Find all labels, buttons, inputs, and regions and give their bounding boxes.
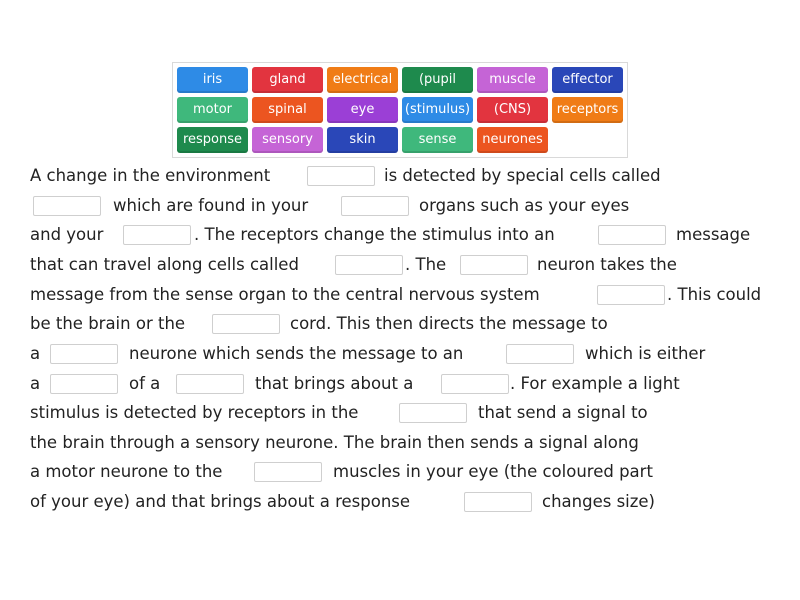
passage-text: message [676,225,751,244]
passage-text: . The [405,255,447,274]
passage-text: is detected by special cells called [384,166,661,185]
blank-drop-slot-13[interactable] [176,374,244,394]
passage-text: that can travel along cells called [30,255,299,274]
passage-text: be the brain or the [30,314,186,333]
word-tile-iris[interactable]: iris [177,67,248,93]
word-tile-motor[interactable]: motor [177,97,248,123]
word-tile-gland[interactable]: gland [252,67,323,93]
word-tile-stimulus[interactable]: (stimulus) [402,97,473,123]
passage-text: a [30,344,41,363]
passage-text: . For example a light [510,374,680,393]
blank-drop-slot-10[interactable] [50,344,118,364]
passage-text: the brain through a sensory neurone. The brain then sends a signal along [30,433,639,452]
passage-text: neuron takes the [537,255,677,274]
blank-drop-slot-1[interactable] [307,166,375,186]
passage-text: . This could [667,285,762,304]
word-tile-muscle[interactable]: muscle [477,67,548,93]
blank-drop-slot-7[interactable] [460,255,528,275]
word-tile-effector[interactable]: effector [552,67,623,93]
passage-text: cord. This then directs the message to [290,314,608,333]
passage-text: that send a signal to [478,403,648,422]
passage-text: of your eye) and that brings about a response [30,492,411,511]
blank-drop-slot-5[interactable] [598,225,666,245]
blank-drop-slot-6[interactable] [335,255,403,275]
passage-text: neurone which sends the message to an [129,344,464,363]
blank-drop-slot-15[interactable] [399,403,467,423]
blank-drop-slot-4[interactable] [123,225,191,245]
word-tile-sensory[interactable]: sensory [252,127,323,153]
word-tile-sense[interactable]: sense [402,127,473,153]
passage-text: organs such as your eyes [419,196,630,215]
word-tile-eye[interactable]: eye [327,97,398,123]
passage-text: and your [30,225,104,244]
blank-drop-slot-11[interactable] [506,344,574,364]
word-tile-pupil[interactable]: (pupil [402,67,473,93]
passage-text: which are found in your [113,196,309,215]
blank-drop-slot-9[interactable] [212,314,280,334]
word-tile-cns[interactable]: (CNS) [477,97,548,123]
passage-text: a [30,374,41,393]
word-tile-receptors[interactable]: receptors [552,97,623,123]
blank-drop-slot-8[interactable] [597,285,665,305]
blank-drop-slot-12[interactable] [50,374,118,394]
passage-text: of a [129,374,161,393]
passage-text: a motor neurone to the [30,462,223,481]
passage-text: that brings about a [255,374,414,393]
passage-text: muscles in your eye (the coloured part [333,462,653,481]
word-tile-neurones[interactable]: neurones [477,127,548,153]
blank-drop-slot-16[interactable] [254,462,322,482]
blank-drop-slot-17[interactable] [464,492,532,512]
word-tile-electrical[interactable]: electrical [327,67,398,93]
passage-text: A change in the environment [30,166,271,185]
word-tile-spinal[interactable]: spinal [252,97,323,123]
passage-text: stimulus is detected by receptors in the [30,403,359,422]
blank-drop-slot-3[interactable] [341,196,409,216]
passage-text: changes size) [542,492,655,511]
passage-text: message from the sense organ to the central nervous system [30,285,540,304]
blank-drop-slot-2[interactable] [33,196,101,216]
word-tile-response[interactable]: response [177,127,248,153]
passage-text: which is either [585,344,706,363]
word-tile-skin[interactable]: skin [327,127,398,153]
word-bank [172,62,628,158]
passage-text: . The receptors change the stimulus into an [194,225,555,244]
blank-drop-slot-14[interactable] [441,374,509,394]
